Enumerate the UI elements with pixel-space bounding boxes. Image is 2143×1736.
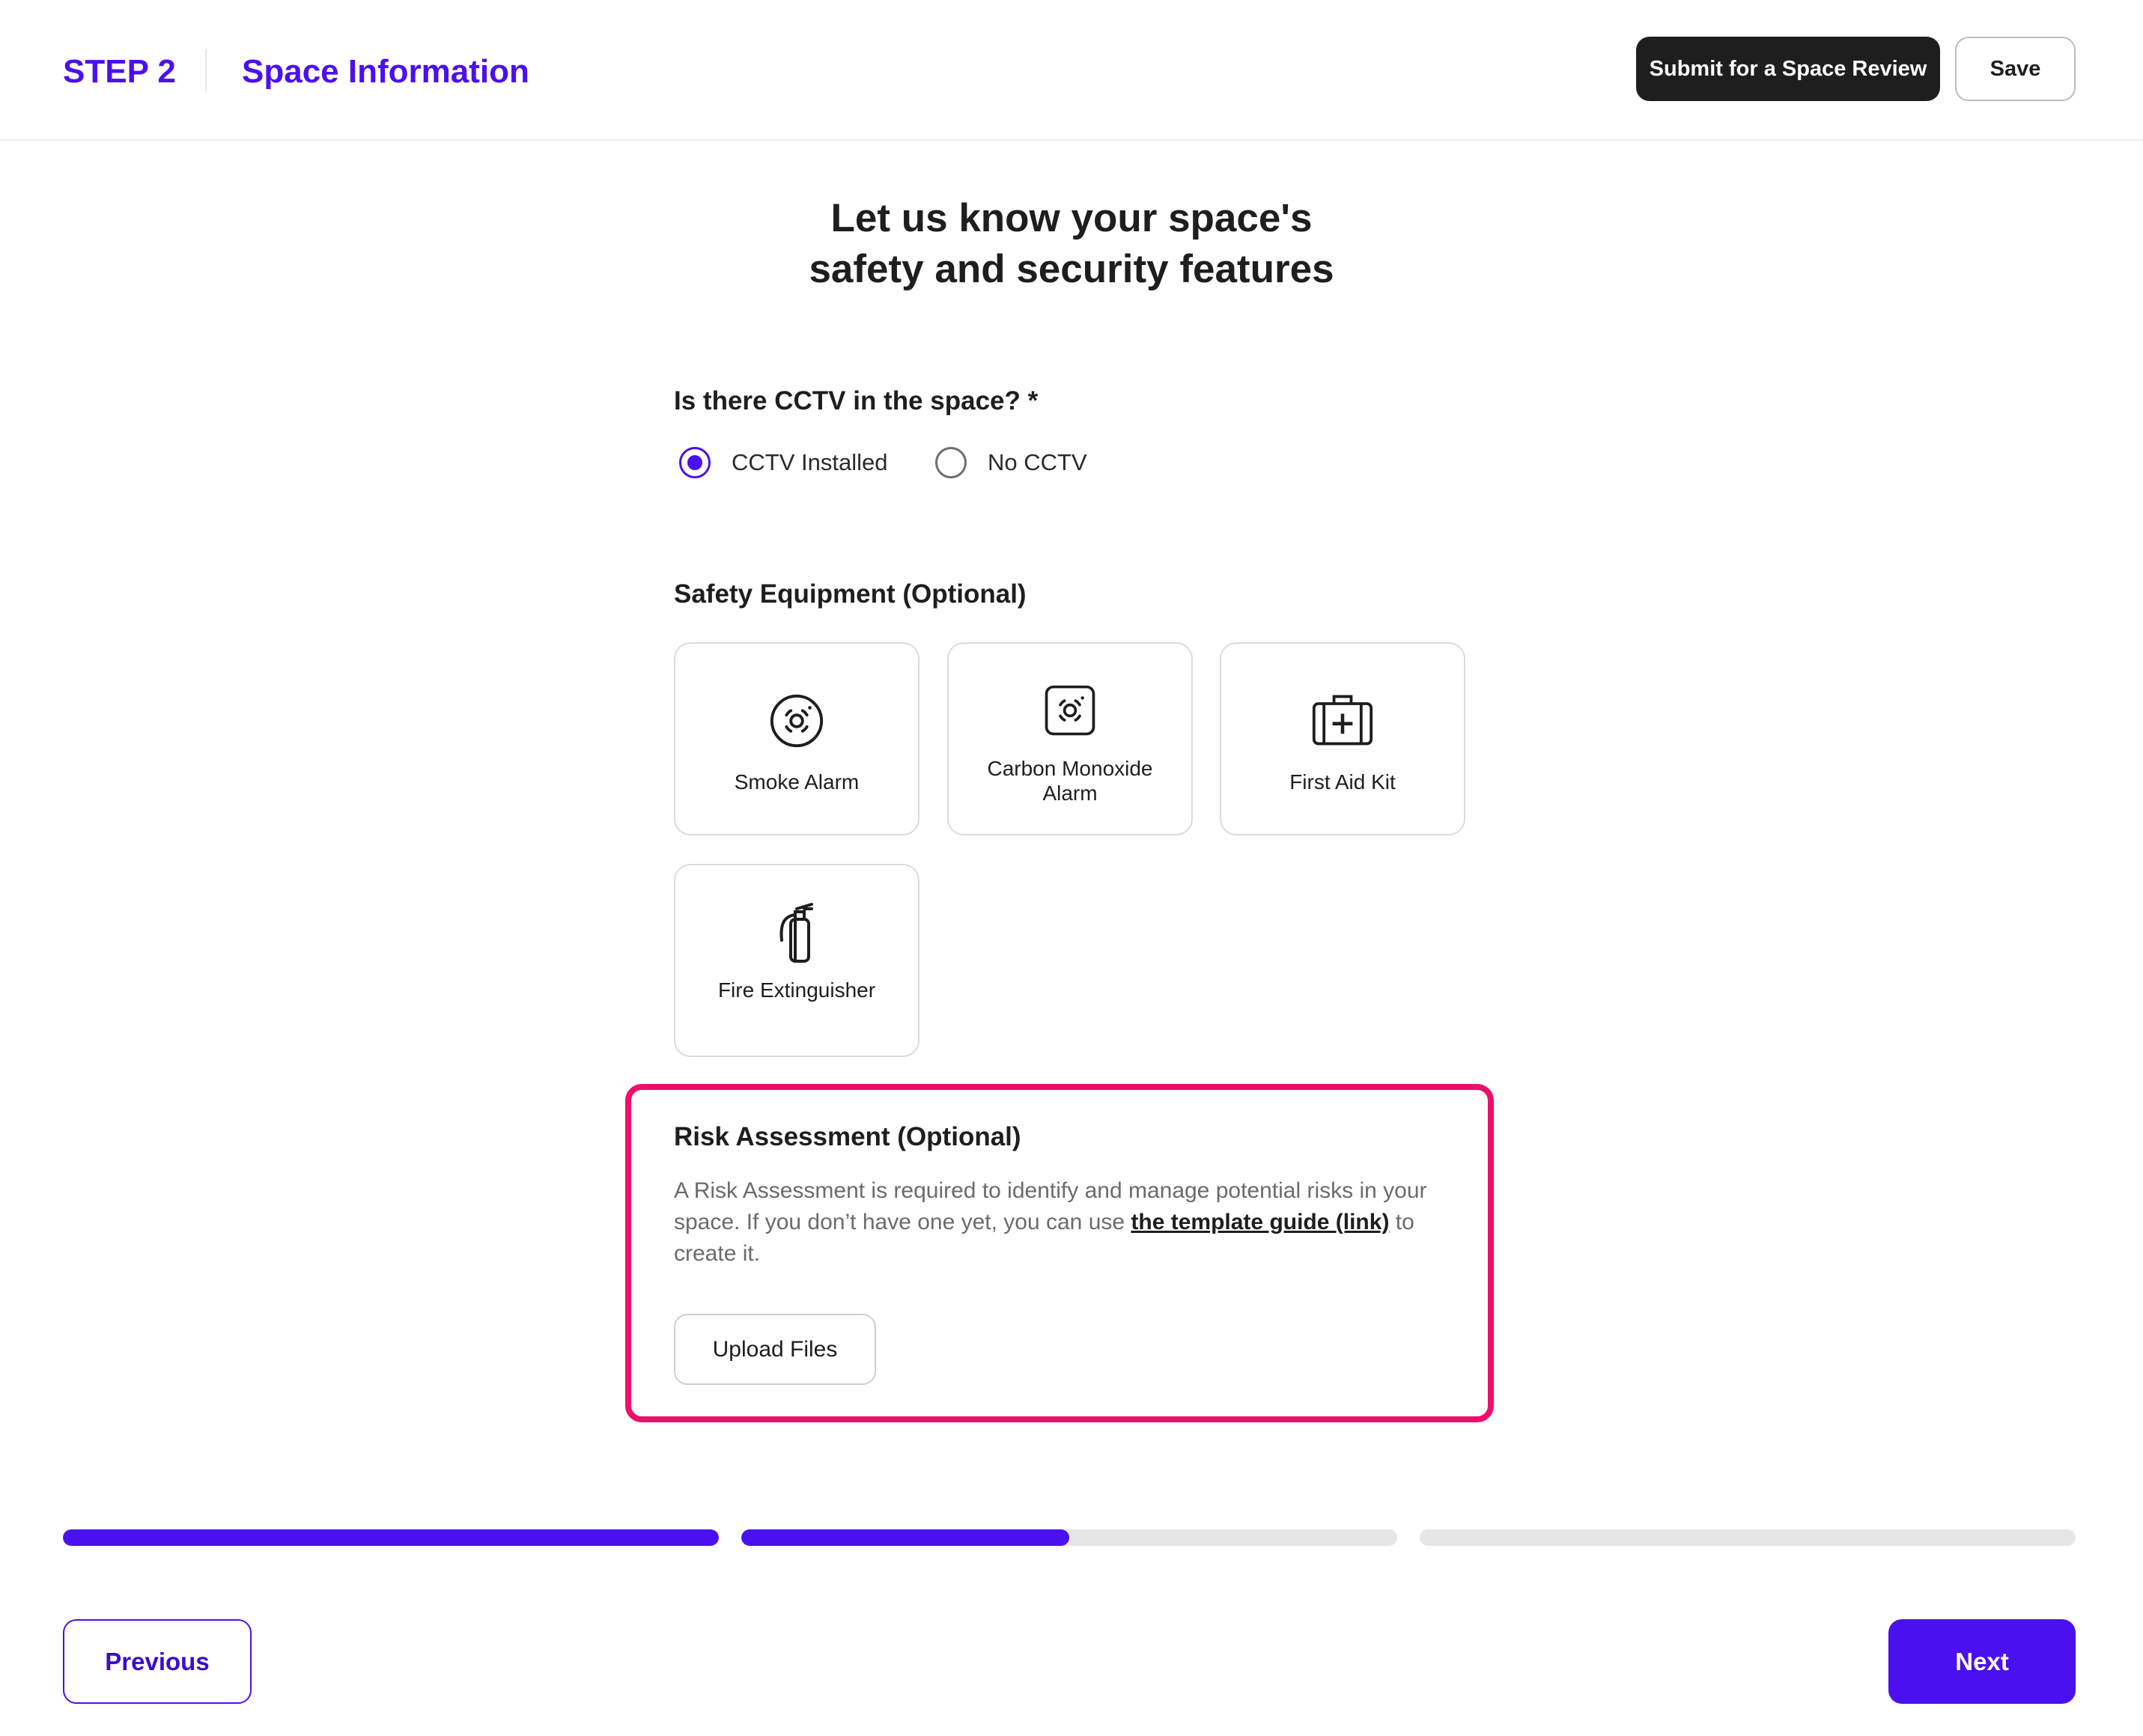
safety-equipment-title: Safety Equipment (Optional): [674, 579, 1027, 609]
equipment-card-carbon-monoxide-alarm[interactable]: [947, 642, 1193, 835]
progress-segment-2: [741, 1529, 1397, 1546]
cctv-question: Is there CCTV in the space? *: [674, 386, 1039, 415]
carbon-monoxide-alarm-icon: [1042, 683, 1098, 738]
progress-segment-1: [63, 1529, 719, 1546]
equipment-label: Carbon Monoxide Alarm: [987, 757, 1153, 805]
fire-extinguisher-icon: [772, 901, 821, 964]
step-title: Space Information: [242, 53, 529, 90]
save-button[interactable]: Save: [1955, 37, 2076, 101]
equipment-label: Smoke Alarm: [734, 770, 860, 794]
progress-fill: [63, 1529, 719, 1546]
radio-option-cctv-installed[interactable]: [679, 444, 887, 481]
equipment-label: First Aid Kit: [1289, 770, 1396, 794]
top-bar: [0, 0, 2143, 141]
progress-segment-3: [1420, 1529, 2076, 1546]
page-heading: [622, 193, 1521, 295]
risk-description-text: A Risk Assessment is required to identify and manage potential risks in your space. If you don’t have one yet, you can use: [674, 1178, 1427, 1234]
page-heading-line-1: Let us know your space's: [830, 196, 1313, 240]
progress-fill: [741, 1529, 1069, 1546]
previous-button[interactable]: Previous: [63, 1619, 252, 1704]
radio-option-no-cctv[interactable]: [935, 444, 1087, 481]
submit-review-button[interactable]: Submit for a Space Review: [1636, 37, 1940, 101]
equipment-card-first-aid-kit[interactable]: [1220, 642, 1465, 835]
template-guide-link[interactable]: the template guide (link): [1131, 1210, 1390, 1234]
risk-assessment-description: [674, 1175, 1471, 1270]
header-divider: [205, 49, 207, 91]
smoke-alarm-icon: [767, 692, 826, 750]
page-heading-line-2: safety and security features: [809, 247, 1334, 291]
equipment-card-fire-extinguisher[interactable]: [674, 864, 919, 1057]
step-label: STEP 2: [63, 53, 176, 90]
risk-description-text-end: to create it.: [674, 1210, 1414, 1266]
equipment-card-smoke-alarm[interactable]: [674, 642, 919, 835]
radio-label: CCTV Installed: [732, 449, 888, 475]
risk-assessment-title: Risk Assessment (Optional): [674, 1122, 1021, 1151]
radio-label: No CCTV: [988, 449, 1087, 475]
radio-button-checked[interactable]: [679, 447, 711, 478]
first-aid-kit-icon: [1311, 692, 1374, 747]
radio-button-unchecked[interactable]: [935, 447, 967, 478]
equipment-label: Fire Extinguisher: [717, 978, 876, 1002]
next-button[interactable]: Next: [1888, 1619, 2076, 1704]
upload-files-button[interactable]: Upload Files: [674, 1314, 876, 1385]
